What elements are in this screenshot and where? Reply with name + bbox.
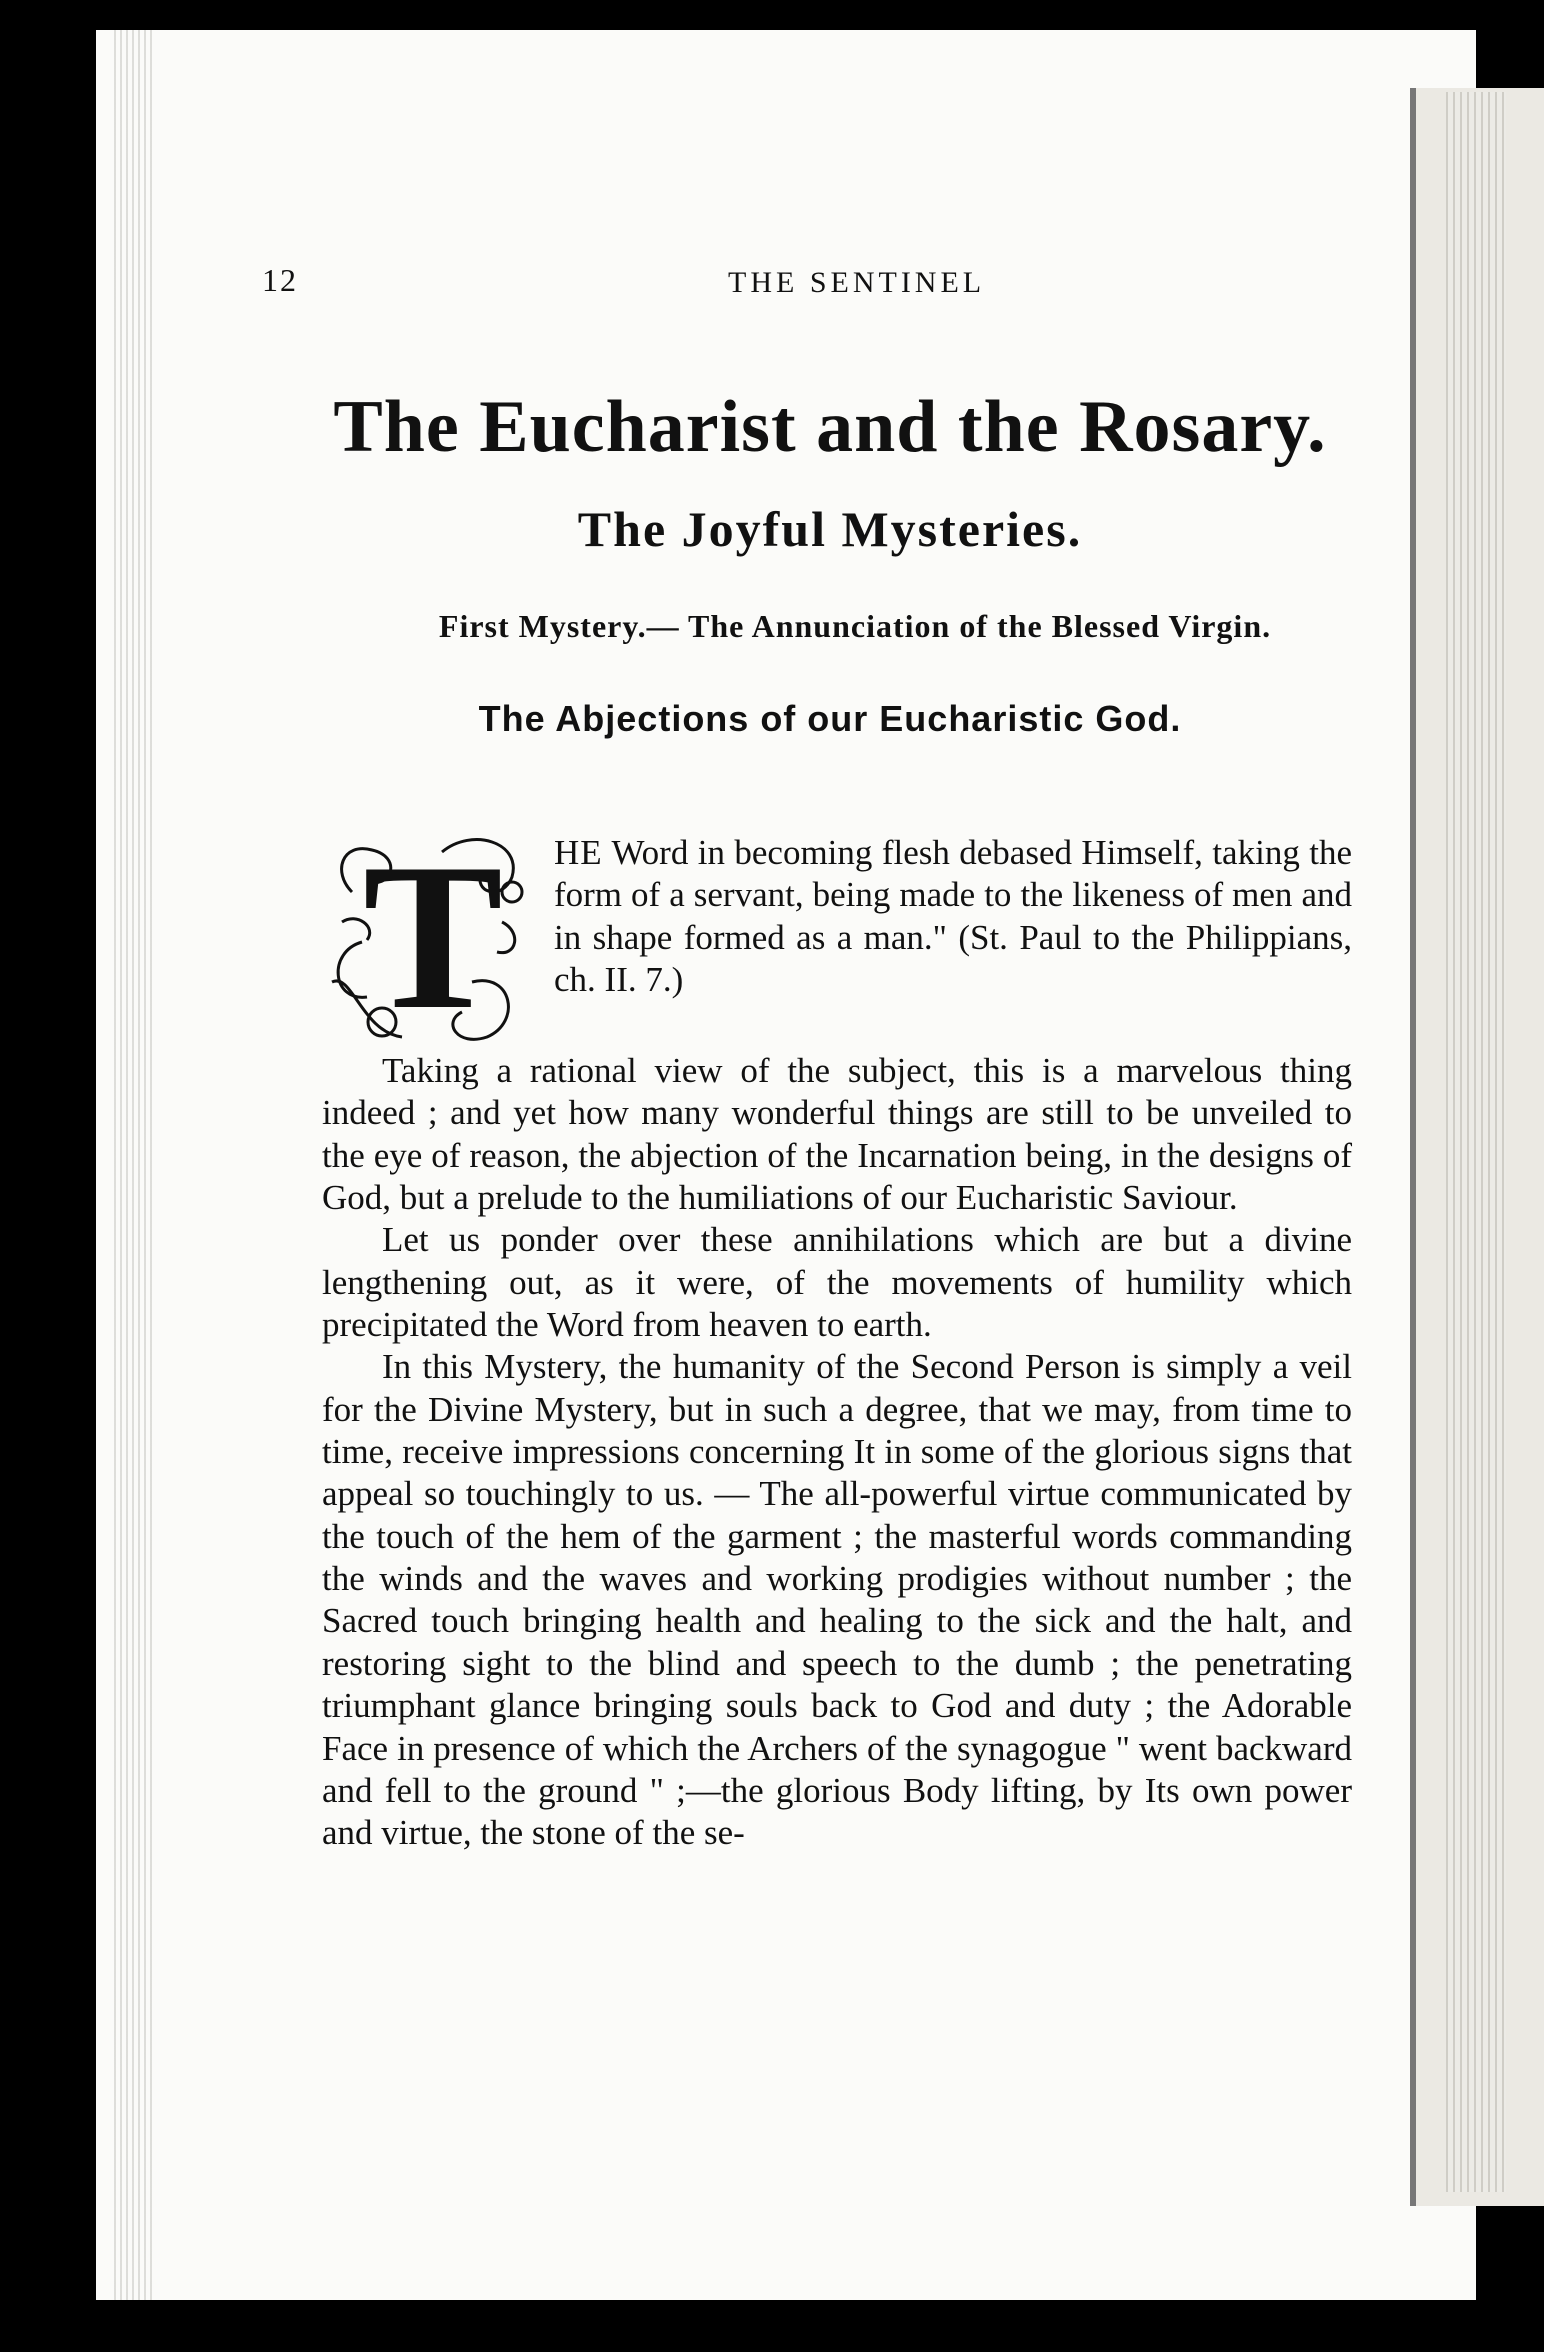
paragraph-3: Let us ponder over these annihilations which are but a divine lengthening out, as it were, of the movements of humility which precipitated the Word from heaven to earth. [322, 1220, 1352, 1345]
article-subtitle: The Joyful Mysteries. [577, 501, 1083, 557]
journal-title: THE SENTINEL [728, 266, 986, 299]
page-stack-edge [1446, 92, 1506, 2192]
ornamental-drop-cap [322, 832, 544, 1050]
mystery-heading: First Mystery.— The Annunciation of the Blessed Virgin. [438, 608, 1272, 644]
article-body [322, 832, 1352, 1855]
paragraph-2: Taking a rational view of the subject, this is a marvelous thing indeed ; and yet how many wonderful things are still to be unveiled to the eye of reason, the abjection of the Incarnation being, in the designs of God, but a prelude to the humiliations of our Eucharistic Saviour. [322, 1051, 1352, 1218]
paragraph-4: In this Mystery, the humanity of the Second Person is simply a veil for the Divine Mystery, but in such a degree, that we may, from time to time, receive impressions concerning It in some of the glorious signs that appeal so touchingly to us. — The all-powerful virtue communicated by the touch of the hem of the garment ; the masterful words commanding the winds and the waves and working prodigies without number ; the Sacred touch bringing health and healing to the sick and the halt, and restoring sight to the blind and speech to the dumb ; the penetrating triumphant glance bringing souls back to God and duty ; the Adorable Face in presence of which the Archers of the synagogue " went backward and fell to the ground " ;—the glorious Body lifting, by Its own power and virtue, the stone of the se- [322, 1347, 1352, 1853]
running-head [0, 262, 1544, 312]
svg-text:T: T [362, 832, 504, 1050]
page-number: 12 [262, 262, 298, 298]
paragraph-1-lead: HE [554, 833, 603, 872]
section-heading: The Abjections of our Eucharistic God. [478, 698, 1182, 739]
page-gutter [114, 30, 154, 2300]
article-title: The Eucharist and the Rosary. [333, 386, 1327, 468]
paragraph-1-text: Word in becoming flesh debased Himself, taking the form of a servant, being made to the likeness of men and in shape formed as a man." (St. Paul to the Philippians, ch. II. 7.) [554, 833, 1352, 1000]
